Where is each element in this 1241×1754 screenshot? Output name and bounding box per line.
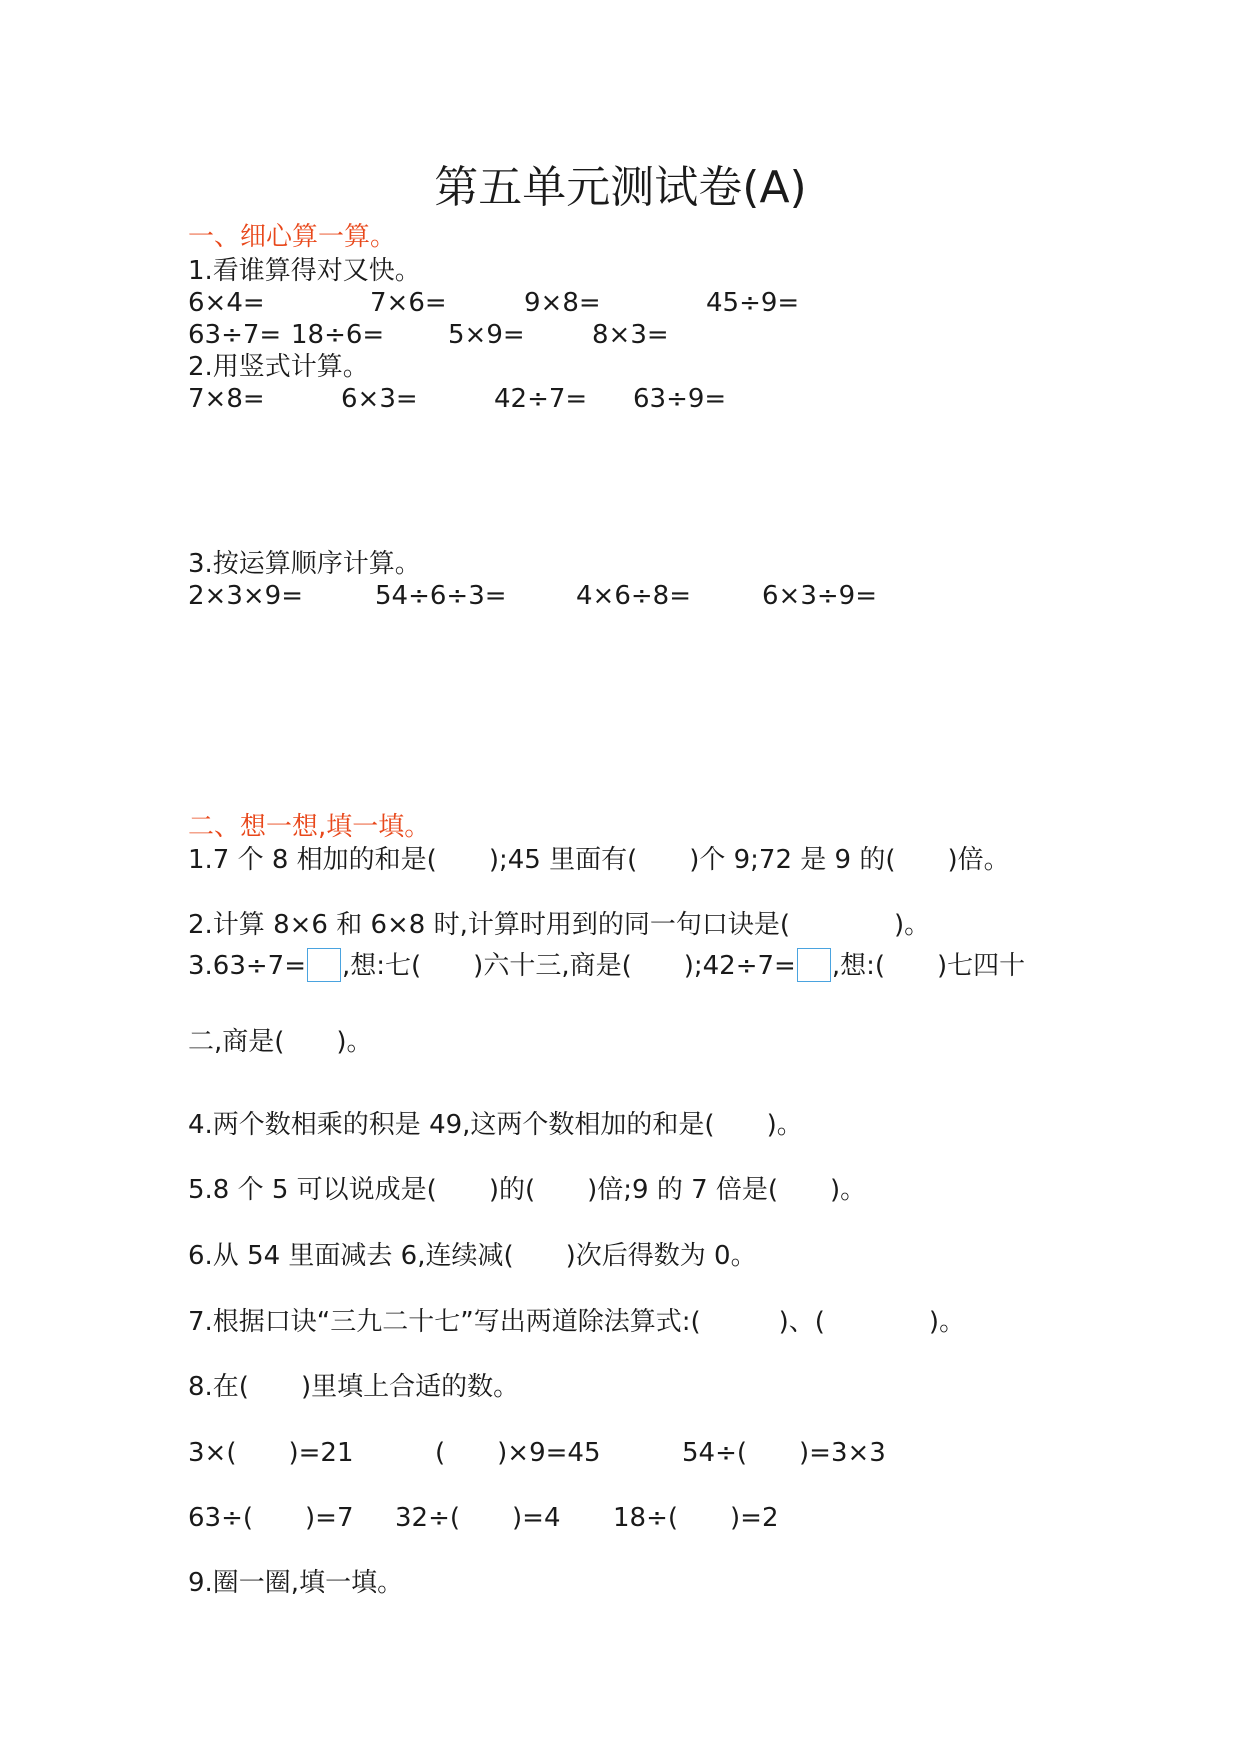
- q1-1-item: 9×8=: [524, 288, 601, 318]
- q1-1-item: 7×6=: [370, 288, 447, 318]
- question-2-9: 9.圈一圈,填一填。: [188, 1568, 404, 1598]
- section-1-heading: 一、细心算一算。: [188, 222, 397, 252]
- page-title: 第五单元测试卷(A): [434, 162, 807, 213]
- question-2-3-part1: 3.63÷7=: [188, 951, 307, 981]
- q1-2-item: 63÷9=: [633, 384, 727, 414]
- section-2-heading: 二、想一想,填一填。: [188, 812, 431, 842]
- q2-8-item: 18÷( )=2: [613, 1503, 779, 1533]
- question-2-4: 4.两个数相乘的积是 49,这两个数相加的和是( )。: [188, 1110, 803, 1140]
- q1-1-item: 8×3=: [592, 320, 669, 350]
- q1-1-item: 18÷6=: [291, 320, 385, 350]
- question-2-7: 7.根据口诀“三九二十七”写出两道除法算式:( )、( )。: [188, 1307, 966, 1337]
- question-2-3-part3: ,想:( )七四十: [831, 951, 1026, 981]
- q1-3-item: 2×3×9=: [188, 581, 303, 611]
- q1-1-item: 6×4=: [188, 288, 265, 318]
- question-2-3: [188, 948, 1025, 983]
- q1-2-item: 7×8=: [188, 384, 265, 414]
- question-1-2-label: 2.用竖式计算。: [188, 352, 369, 382]
- question-2-3-part2: ,想:七( )六十三,商是( );42÷7=: [342, 951, 796, 981]
- q2-8-item: 32÷( )=4: [395, 1503, 561, 1533]
- answer-box[interactable]: [307, 948, 341, 982]
- q2-8-item: 63÷( )=7: [188, 1503, 354, 1533]
- q1-3-item: 54÷6÷3=: [375, 581, 507, 611]
- question-2-2: 2.计算 8×6 和 6×8 时,计算时用到的同一句口诀是( )。: [188, 910, 931, 940]
- question-2-3-continued: 二,商是( )。: [188, 1027, 373, 1057]
- q1-1-item: 63÷7=: [188, 320, 282, 350]
- question-1-3-label: 3.按运算顺序计算。: [188, 549, 421, 579]
- question-1-1-label: 1.看谁算得对又快。: [188, 256, 421, 286]
- q2-8-item: 54÷( )=3×3: [682, 1438, 886, 1468]
- q1-2-item: 6×3=: [341, 384, 418, 414]
- question-2-5: 5.8 个 5 可以说成是( )的( )倍;9 的 7 倍是( )。: [188, 1175, 867, 1205]
- question-2-1: 1.7 个 8 相加的和是( );45 里面有( )个 9;72 是 9 的( )倍。: [188, 845, 1010, 875]
- question-2-8-label: 8.在( )里填上合适的数。: [188, 1372, 520, 1402]
- q1-3-item: 4×6÷8=: [576, 581, 691, 611]
- question-2-6: 6.从 54 里面减去 6,连续减( )次后得数为 0。: [188, 1241, 757, 1271]
- q1-1-item: 45÷9=: [706, 288, 800, 318]
- q2-8-item: 3×( )=21: [188, 1438, 354, 1468]
- q2-8-item: ( )×9=45: [435, 1438, 601, 1468]
- answer-box[interactable]: [797, 948, 831, 982]
- q1-2-item: 42÷7=: [494, 384, 588, 414]
- q1-1-item: 5×9=: [448, 320, 525, 350]
- q1-3-item: 6×3÷9=: [762, 581, 877, 611]
